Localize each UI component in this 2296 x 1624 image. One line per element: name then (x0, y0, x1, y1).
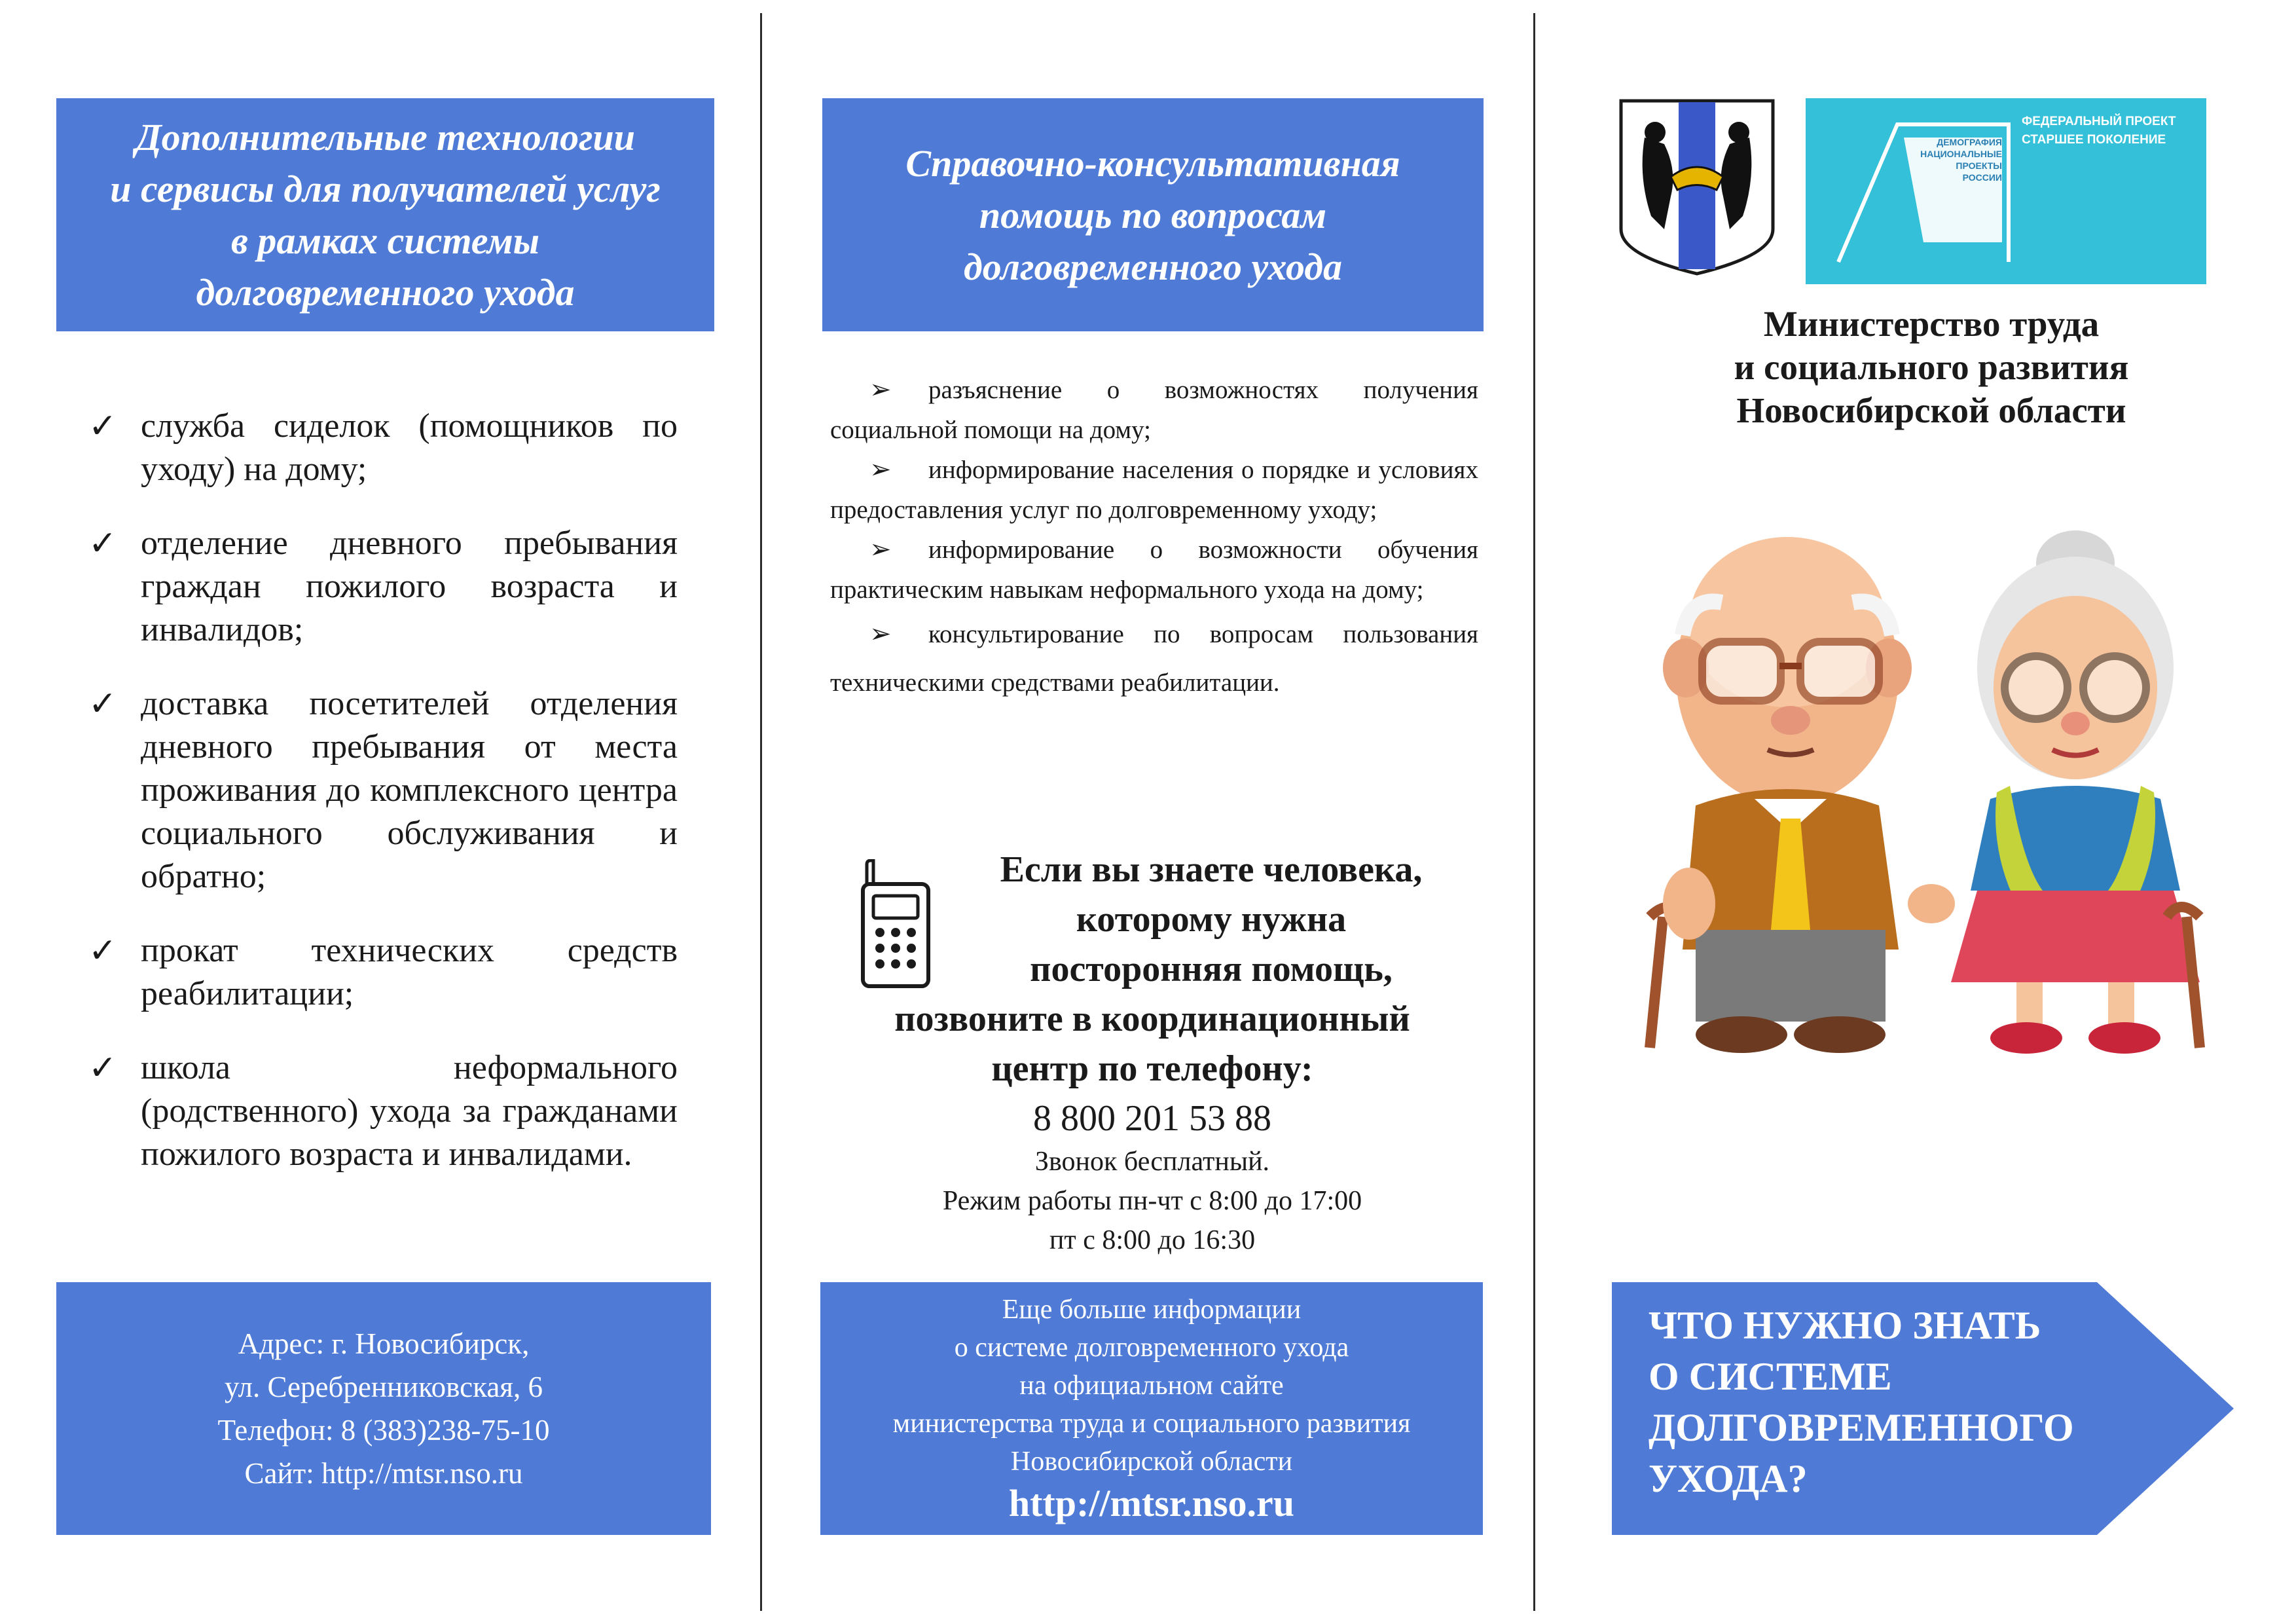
website-line: Сайт: http://mtsr.nso.ru (244, 1457, 523, 1490)
info-line: Новосибирской области (1010, 1447, 1293, 1477)
check-icon: ✓ (88, 407, 117, 446)
list-item: ➢ информирование о возможности обучения практическим навыкам неформального ухода на дому; (830, 530, 1478, 610)
list-item: ➢ информирование населения о порядке и условиях предоставления услуг по долговременному уходу; (830, 450, 1478, 530)
arrowhead-icon: ➢ (869, 619, 892, 649)
panel1-header (56, 98, 714, 331)
info-line: на официальном сайте (1019, 1371, 1284, 1401)
website-link[interactable]: http://mtsr.nso.ru (1008, 1482, 1295, 1524)
arrowhead-icon: ➢ (869, 534, 892, 564)
list-item: ✓ отделение дневного пребывания граждан пожилого возраста и инвалидов; (88, 522, 678, 652)
logo-national-text: НАЦИОНАЛЬНЫЕ (1920, 149, 2002, 159)
info-line: министерства труда и социального развития (892, 1409, 1411, 1439)
logo-federal-project-text: ФЕДЕРАЛЬНЫЙ ПРОЕКТ (2022, 115, 2176, 128)
services-list (88, 405, 678, 1207)
call-line: Если вы знаете человека, (1000, 849, 1423, 890)
check-icon: ✓ (88, 524, 117, 563)
panel1-header-line: в рамках системы (231, 219, 539, 262)
logo-demography-text: ДЕМОГРАФИЯ (1937, 137, 2002, 147)
panel1-header-line: долговременного ухода (196, 271, 575, 314)
call-block (838, 845, 1467, 1260)
panel2-header-line: Справочно-консультативная (905, 141, 1400, 185)
check-icon: ✓ (88, 931, 117, 970)
call-line: позвоните в координационный (894, 999, 1410, 1039)
logo-older-generation-text: СТАРШЕЕ ПОКОЛЕНИЕ (2022, 133, 2166, 147)
info-line: о системе долговременного ухода (954, 1333, 1349, 1363)
working-hours: Режим работы пн-чт с 8:00 до 17:00 (942, 1186, 1362, 1216)
call-line: центр по телефону: (991, 1048, 1313, 1089)
call-line: которому нужна (1076, 899, 1347, 940)
website-info-box (820, 1282, 1483, 1535)
contact-box (56, 1282, 711, 1535)
phone-line: Телефон: 8 (383)238-75-10 (217, 1414, 550, 1447)
street-line: ул. Серебренниковская, 6 (225, 1371, 543, 1403)
working-hours-friday: пт с 8:00 до 16:30 (1049, 1225, 1256, 1255)
panel2-header-line: помощь по вопросам (979, 193, 1327, 236)
grandpa-figure (1650, 537, 1912, 1053)
address-line: Адрес: г. Новосибирск, (238, 1327, 530, 1360)
panel1-header-line: Дополнительные технологии (135, 116, 636, 158)
panel1-header-line: и сервисы для получателей услуг (110, 168, 661, 210)
info-line: Еще больше информации (1002, 1295, 1302, 1325)
arrowhead-icon: ➢ (869, 454, 892, 485)
grandma-figure (1908, 530, 2200, 1054)
hotline-number[interactable]: 8 800 201 53 88 (1033, 1098, 1271, 1139)
free-call-note: Звонок бесплатный. (1034, 1147, 1270, 1177)
check-icon: ✓ (88, 684, 117, 724)
list-item: ✓ школа неформального (родственного) ухода за гражданами пожилого возраста и инвалидами. (88, 1046, 678, 1176)
elderly-couple-illustration (1624, 524, 2219, 1061)
list-item: ✓ доставка посетителей отделения дневного пребывания от места проживания до комплексного центра социального обслуживания и обратно; (88, 682, 678, 898)
call-line: посторонняя помощь, (1030, 949, 1393, 989)
ministry-name: Министерство труда и социального развития Новосибирской области (1734, 304, 2129, 430)
coat-of-arms-icon (1618, 98, 1776, 276)
brochure-title: ЧТО НУЖНО ЗНАТЬ О СИСТЕМЕ ДОЛГОВРЕМЕННОГО УХОДА? (1649, 1304, 2074, 1500)
logo-projects-text: ПРОЕКТЫ (1956, 160, 2002, 171)
list-item: ✓ служба сиделок (помощников по уходу) на дому; (88, 405, 678, 491)
logo-russia-text: РОССИИ (1962, 172, 2002, 183)
list-item: ➢ разъяснение о возможностях получения социальной помощи на дому; (830, 370, 1478, 450)
national-projects-logo (1806, 98, 2206, 284)
list-item: ✓ прокат технических средств реабилитации; (88, 929, 678, 1016)
fold-line-right (1533, 13, 1535, 1611)
panel2-header (822, 98, 1484, 331)
consultation-list (830, 370, 1478, 707)
list-item: ➢ консультирование по вопросам пользования техническими средствами реабилитации. (830, 610, 1478, 707)
check-icon: ✓ (88, 1048, 117, 1088)
panel2-header-line: долговременного ухода (963, 245, 1343, 288)
arrowhead-icon: ➢ (869, 375, 892, 405)
fold-line-left (760, 13, 762, 1611)
